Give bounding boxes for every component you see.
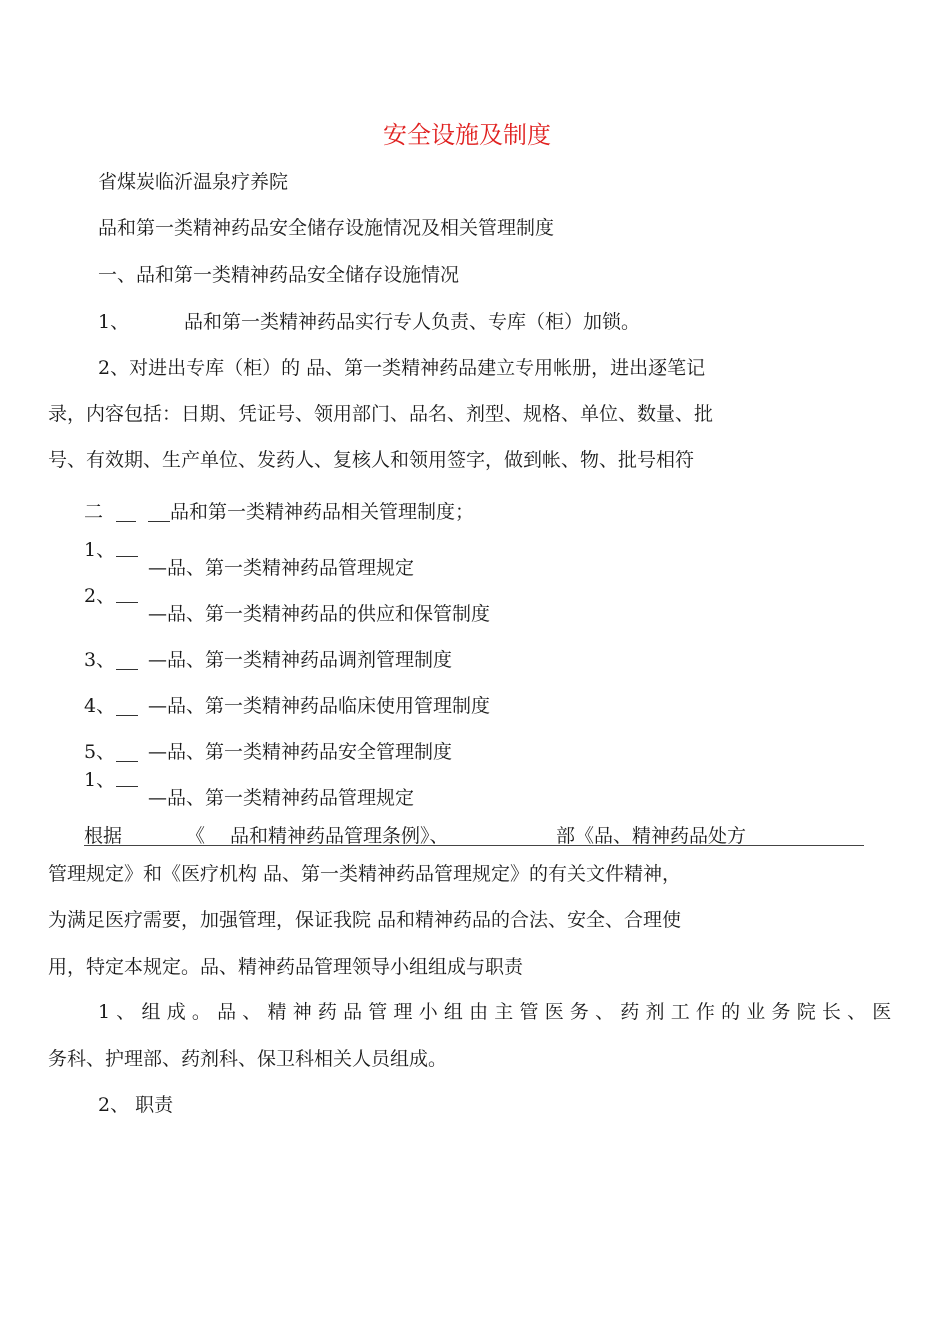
section2-item-number: 5、 <box>84 741 116 763</box>
group-duty-heading: 2、 职责 <box>98 1094 174 1116</box>
blank-underline <box>116 761 138 762</box>
section2-item-text: —品、第一类精神药品的供应和保管制度 <box>148 603 491 625</box>
section2-heading-prefix: 二 <box>84 501 104 523</box>
group-composition-line2: 务科、护理部、药剂科、保卫科相关人员组成。 <box>48 1048 448 1070</box>
section2-item-number: 3、 <box>84 649 116 671</box>
basis-line: 用，特定本规定。品、精神药品管理领导小组组成与职责 <box>48 956 524 978</box>
group-composition-line1: 1、组成。品、精神药品管理小组由主管医务、药剂工作的业务院长、医 <box>98 1001 898 1023</box>
section2-item-number: 1、 <box>84 539 116 561</box>
basis-segment: 品和精神药品管理条例》、 <box>230 825 449 847</box>
blank-underline <box>116 556 138 557</box>
document-title: 安全设施及制度 <box>383 121 551 149</box>
institution-name: 省煤炭临沂温泉疗养院 <box>98 171 289 193</box>
blank-underline <box>116 602 138 603</box>
section2-item-number: 4、 <box>84 695 116 717</box>
section1-item1-number: 1、 <box>98 311 130 333</box>
horizontal-rule <box>84 845 864 846</box>
blank-underline <box>116 786 138 787</box>
document-subtitle: 品和第一类精神药品安全储存设施情况及相关管理制度 <box>98 217 555 239</box>
basis-line: 管理规定》和《医疗机构 品、第一类精神药品管理规定》的有关文件精神， <box>48 863 682 885</box>
section1-item2-line1: 2、对进出专库（柜）的 品、第一类精神药品建立专用帐册，进出逐笔记 <box>98 357 706 379</box>
basis-line: 为满足医疗需要，加强管理，保证我院 品和精神药品的合法、安全、合理使 <box>48 909 682 931</box>
section1-heading: 一、品和第一类精神药品安全储存设施情况 <box>98 264 460 286</box>
section2-item-text: —品、第一类精神药品临床使用管理制度 <box>148 695 491 717</box>
section1-item2-line3: 号、有效期、生产单位、发药人、复核人和领用签字，做到帐、物、批号相符 <box>48 449 695 471</box>
basis-segment: 《 <box>186 825 206 847</box>
section1-item2-line2: 录，内容包括：日期、凭证号、领用部门、品名、剂型、规格、单位、数量、批 <box>48 403 714 425</box>
section2-heading-text: 品和第一类精神药品相关管理制度； <box>170 501 475 523</box>
blank-underline <box>116 521 136 522</box>
section2-item-text: —品、第一类精神药品管理规定 <box>148 787 415 809</box>
section2-item-text: —品、第一类精神药品调剂管理制度 <box>148 649 453 671</box>
section2-item-number: 1、 <box>84 769 116 791</box>
basis-segment: 根据 <box>84 825 123 847</box>
section2-item-text: —品、第一类精神药品安全管理制度 <box>148 741 453 763</box>
blank-underline <box>116 669 138 670</box>
blank-underline <box>116 715 138 716</box>
section2-item-number: 2、 <box>84 585 116 607</box>
blank-underline <box>148 521 170 522</box>
basis-segment: 部《品、精神药品处方 <box>556 825 747 847</box>
section1-item1-text: 品和第一类精神药品实行专人负责、专库（柜）加锁。 <box>184 311 641 333</box>
section2-item-text: —品、第一类精神药品管理规定 <box>148 557 415 579</box>
